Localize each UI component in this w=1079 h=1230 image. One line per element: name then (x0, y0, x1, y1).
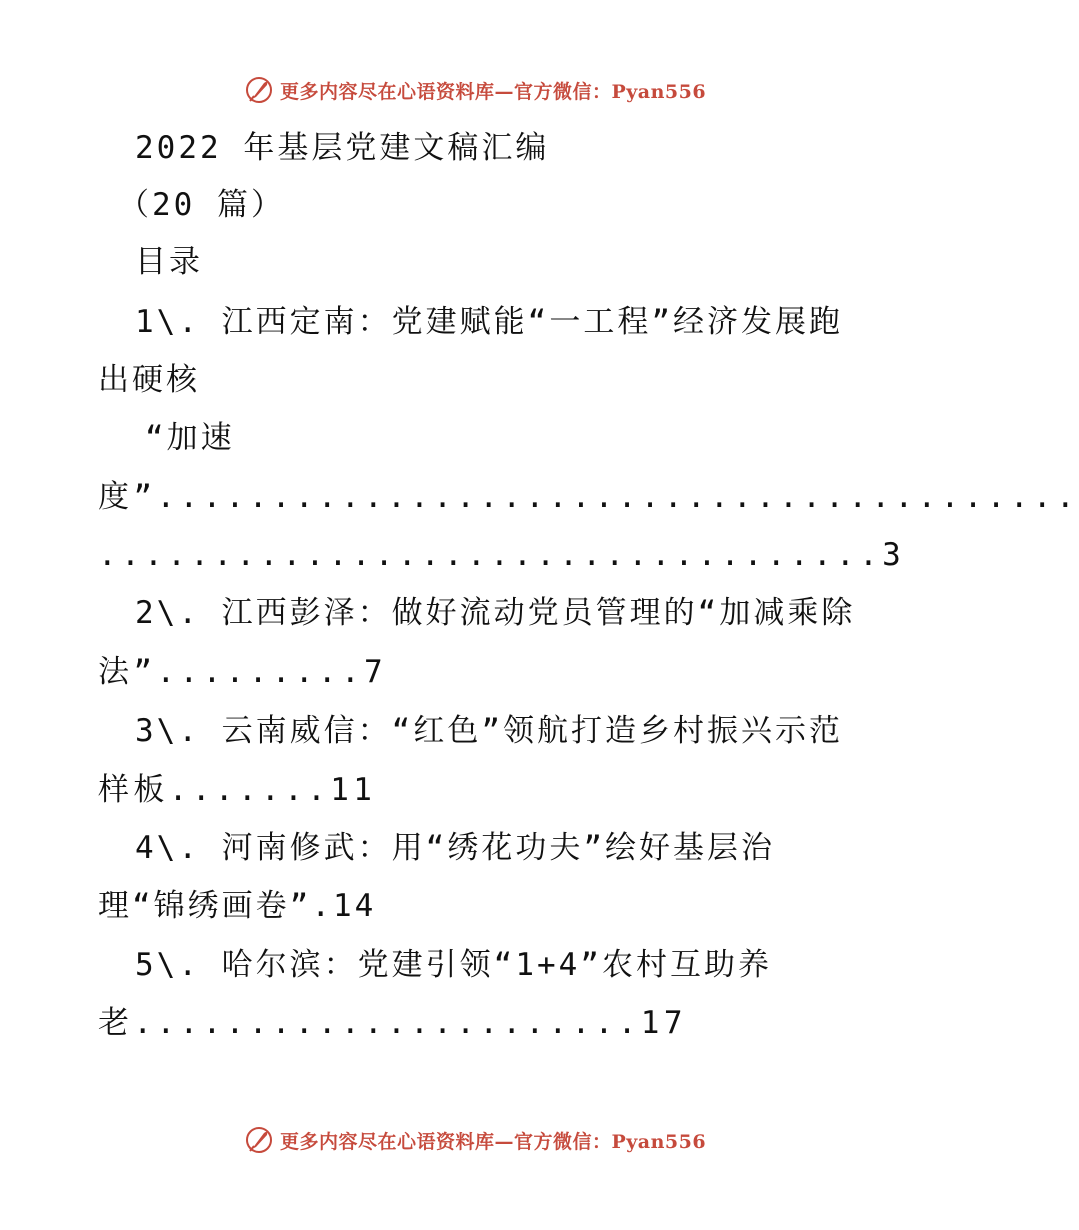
toc-heading: 目录 (135, 244, 203, 280)
toc-entry-2-line-2: 法”.........7 (98, 654, 388, 690)
document-subtitle: （20 篇） (118, 187, 285, 223)
footer-banner (0, 1120, 950, 1160)
feather-pen-logo-icon (244, 1125, 274, 1155)
toc-entry-5-line-1: 5\. 哈尔滨：党建引领“1+4”农村互助养 (135, 947, 772, 983)
footer-banner-text: 更多内容尽在心语资料库—官方微信：Pyan556 (279, 1130, 707, 1153)
toc-entry-5-line-2: 老......................17 (98, 1005, 687, 1041)
header-banner (0, 70, 950, 110)
toc-entry-1-line-5: ..................................3 (98, 537, 906, 573)
toc-entry-1-line-1: 1\. 江西定南：党建赋能“一工程”经济发展跑 (135, 304, 843, 340)
feather-pen-logo-icon (244, 75, 274, 105)
toc-entry-4-line-1: 4\. 河南修武：用“绣花功夫”绘好基层治 (135, 830, 775, 866)
toc-entry-3-line-2: 样板.......11 (98, 772, 377, 808)
toc-entry-1-line-3: “加速 (145, 420, 235, 456)
toc-entry-1-line-2: 出硬核 (98, 362, 200, 398)
document-title: 2022 年基层党建文稿汇编 (135, 130, 550, 166)
toc-entry-3-line-1: 3\. 云南威信：“红色”领航打造乡村振兴示范 (135, 713, 843, 749)
toc-entry-1-line-4: 度”........................................ (98, 479, 1079, 515)
header-banner-text: 更多内容尽在心语资料库—官方微信：Pyan556 (279, 80, 707, 103)
toc-entry-2-line-1: 2\. 江西彭泽：做好流动党员管理的“加减乘除 (135, 595, 856, 631)
toc-entry-4-line-2: 理“锦绣画卷”.14 (98, 888, 377, 924)
